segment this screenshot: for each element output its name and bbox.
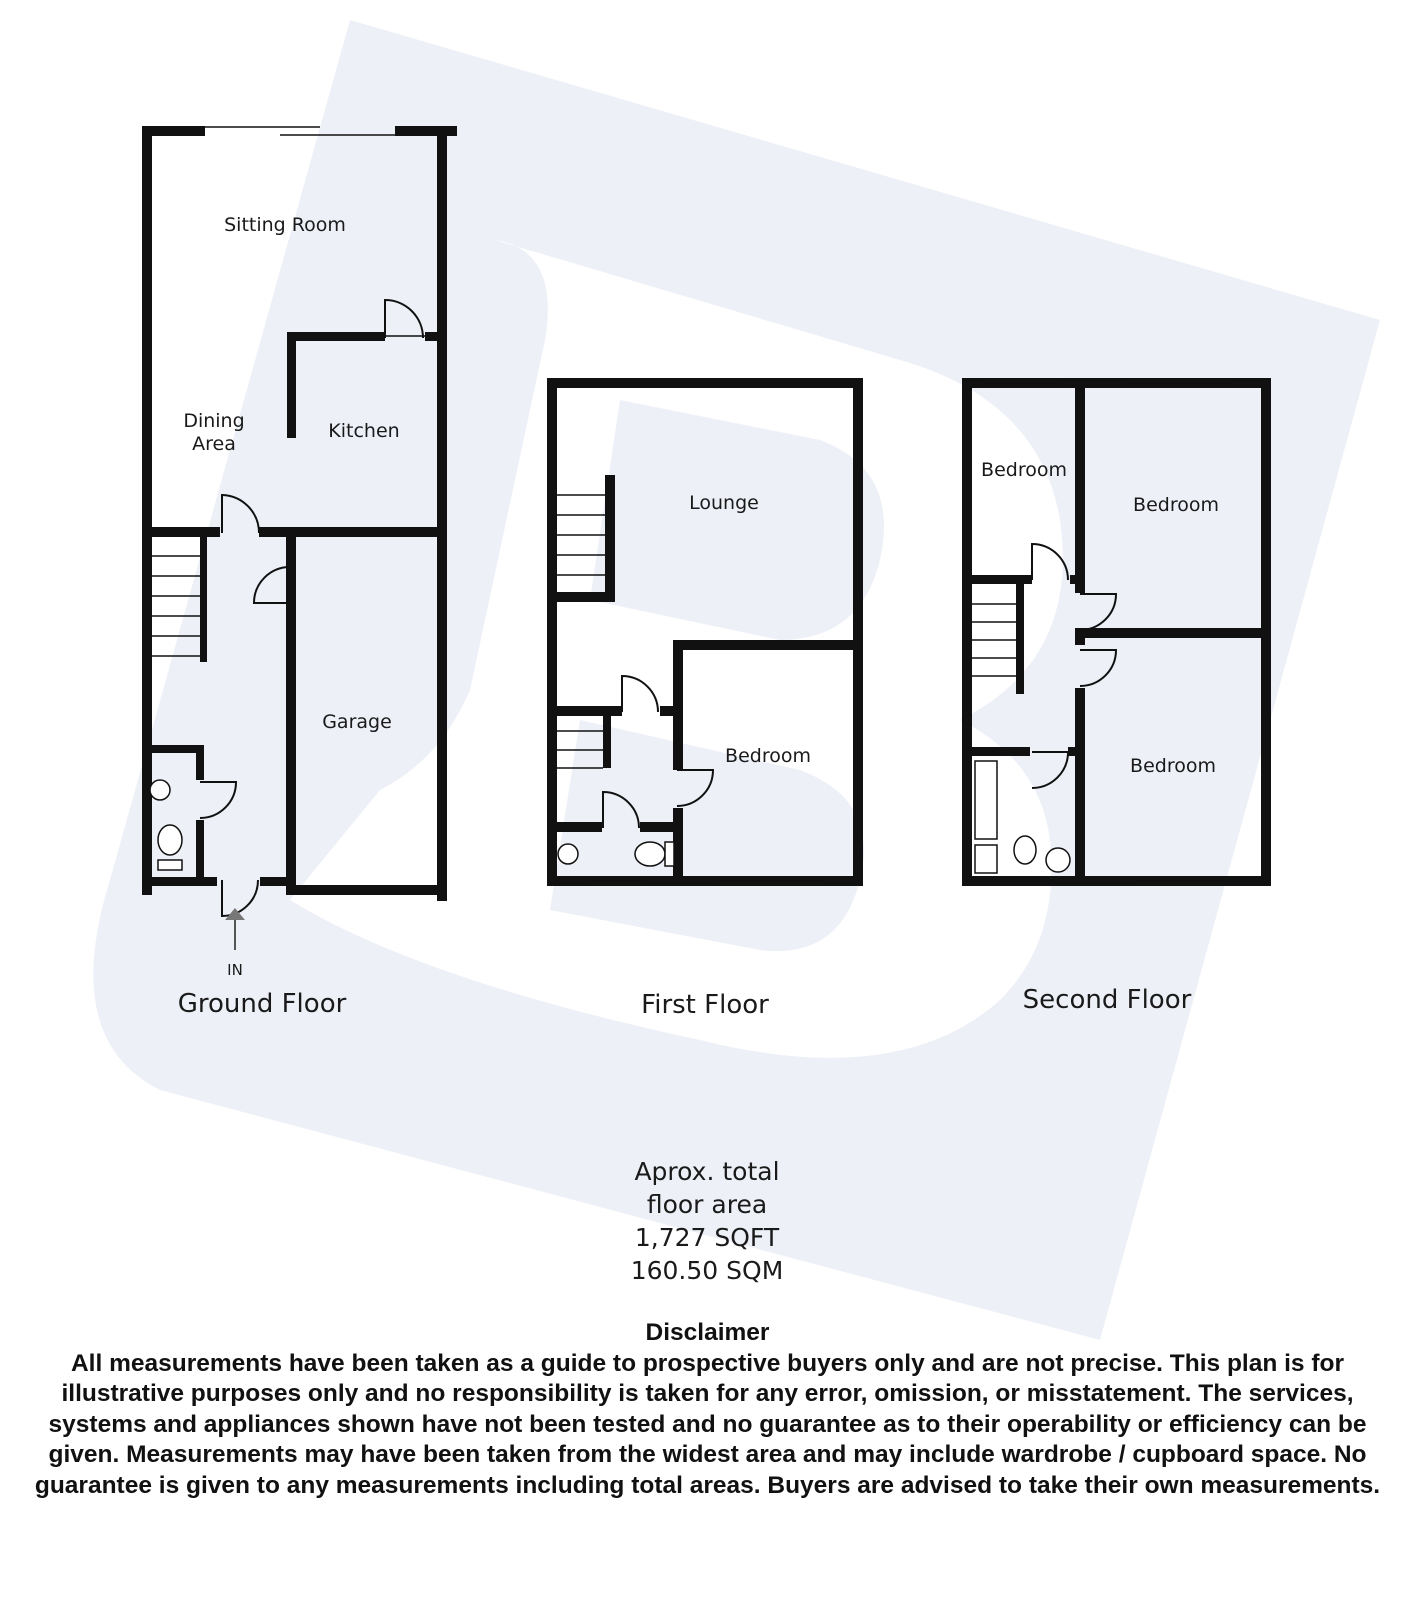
area-sqm: 160.50 SQM	[630, 1256, 784, 1285]
room-label-first-bedroom: Bedroom	[725, 745, 811, 767]
disclaimer	[30, 1318, 1385, 1501]
room-label-dining-area-line1: Dining	[183, 410, 245, 432]
room-label-second-bedroom-small: Bedroom	[981, 459, 1067, 481]
room-label-kitchen: Kitchen	[328, 420, 400, 442]
floor-label-second: Second Floor	[1022, 985, 1192, 1015]
disclaimer-title: Disclaimer	[645, 1319, 770, 1346]
room-label-sitting-room: Sitting Room	[224, 214, 346, 236]
area-sqft: 1,727 SQFT	[634, 1223, 780, 1252]
room-label-garage: Garage	[322, 711, 392, 733]
area-label-line2: floor area	[646, 1190, 768, 1219]
total-floor-area	[557, 1155, 857, 1287]
room-label-dining-area-line2: Area	[192, 433, 236, 455]
area-label-line1: Aprox. total	[634, 1157, 780, 1186]
room-label-lounge: Lounge	[689, 492, 759, 514]
room-label-second-bedroom-top: Bedroom	[1133, 494, 1219, 516]
disclaimer-body: All measurements have been taken as a guide to prospective buyers only and are not precise. This plan is for illustrative purposes only and no responsibility is taken for any error, omission, or misstatement. The services, systems and appliances shown have not been tested and no guarantee as to their operability or efficiency can be given. Measurements may have been taken from the widest area and may include wardrobe / cupboard space. No guarantee is given to any measurements including total areas. Buyers are advised to take their own measurements.	[34, 1349, 1381, 1499]
floor-label-first: First Floor	[641, 990, 769, 1020]
entrance-label: IN	[227, 961, 243, 979]
floor-label-ground: Ground Floor	[177, 989, 347, 1019]
room-label-second-bedroom-bottom: Bedroom	[1130, 755, 1216, 777]
